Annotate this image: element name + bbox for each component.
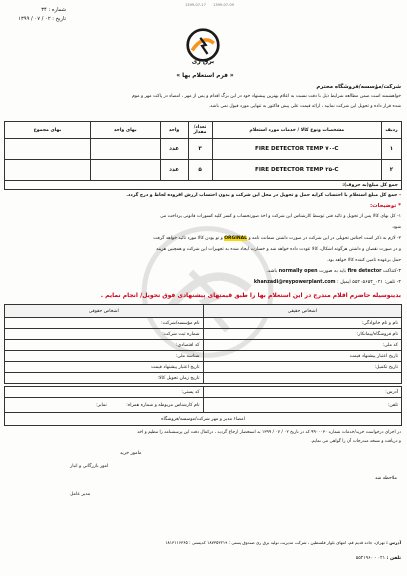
- item-spec: FIRE DETECTOR TEMP ۲۵-C: [212, 160, 382, 181]
- intro-line-2: شده قرار داده و تحویل این شرکت نمایید ، ارائه قیمت علی پیش فاکتور به تنهایی مورد قبول نمی باشد.: [208, 104, 401, 109]
- receipt-stamps: [185, 3, 240, 7]
- address-field[interactable]: آدرس:: [203, 387, 401, 398]
- legal-field[interactable]: نام مؤسسه/شرکت:: [5, 318, 204, 329]
- email-link[interactable]: khanzadi@reypowerplant.com: [253, 280, 336, 285]
- number-value: ۳۴: [41, 7, 47, 13]
- note-2a-pre: ۲- لازم به ذکر است اجناس تحویلی در این شرکت در صورت داشتن ضمانت نامه و: [248, 236, 401, 241]
- item-qty: ۵: [188, 160, 212, 181]
- row-number: ۱: [382, 139, 402, 160]
- footer-phone-number: ۰۲۱ - ۵۵۲۱۹۶۰: [355, 556, 386, 561]
- note-4: [254, 280, 401, 286]
- note-2c: حمل برعهده تامین کننده کالا خواهد بود.: [326, 258, 401, 263]
- note-3-term2: normally open: [278, 269, 318, 274]
- note-3-post: باشد.: [266, 269, 278, 274]
- legal-field[interactable]: شماره ثبت شرکت:: [5, 329, 204, 340]
- legal-field[interactable]: تاریخ زمان تحویل کالا:: [5, 373, 204, 384]
- item-total[interactable]: [5, 139, 91, 160]
- row-number: ۲: [382, 160, 402, 181]
- note-1b: شود.: [391, 225, 401, 230]
- note-3-pre: ۳-کنتاکت: [383, 269, 401, 274]
- company-name: برق ری: [191, 58, 215, 65]
- stamp-date-1: 1399-07-17: [185, 3, 206, 7]
- sum-row: [5, 181, 402, 190]
- real-persons-header: اشخاص حقیقی: [203, 305, 402, 318]
- items-table: [4, 121, 402, 190]
- item-unit: عدد: [160, 160, 188, 181]
- urgent-statement: بدینوسیله حاضرم اقلام مندرج در این استعلام بها را طبق قیمتهای پیشنهادی فوق تحویل/ انجام نمایم .: [100, 292, 401, 299]
- original-highlight: ORGINAL: [224, 236, 248, 241]
- real-field[interactable]: نام و نام خانوادگی:: [203, 318, 402, 329]
- col-qty: تعداد/ مقدار: [188, 122, 212, 139]
- legal-persons-header: اشخاص حقوقی: [5, 305, 204, 318]
- notes-title: * توضیحات:: [370, 203, 401, 209]
- legal-field[interactable]: شناسه ملی:: [5, 351, 204, 362]
- date-label: تاریخ :: [52, 16, 66, 22]
- footer-address-label: آدرس :: [386, 540, 401, 545]
- ceo-signature: مدیر عامل: [70, 492, 91, 497]
- table-row: [5, 139, 402, 160]
- signature-field[interactable]: امضاء مدیر و مهر شرکت/موسسه/فروشگاه: [5, 413, 402, 426]
- observed-signature: ملاحظه شد: [375, 476, 397, 481]
- note-1a: ۱- کل بهای کالا پس از تحویل و تائید فنی توسط کارشناس این شرکت و اخذ صورتحساب و کسر کلیه کسورات قانونی پرداخت می: [160, 214, 401, 219]
- footer-address-text: تهران، جاده قدیم قم، انتهای بلوار فلسطین ، شرکت مدیریت تولید برق ری صندوق پستی : ۱۸۷۳۵۳۲۱۹ کدپستی : ۱۸۱۳۱۱۶۳۶۵: [165, 540, 385, 545]
- real-field[interactable]: کد ملی:: [203, 340, 402, 351]
- terms-line-1: - جمع کل مبلغ استعلام با احتساب کرایه حمل و تحویل در محل این شرکت و بدون احتساب ارزش افزوده لحاظ و درج گردد.: [126, 193, 401, 198]
- legal-field[interactable]: تاریخ اعتبار پیشنهاد قیمت: [5, 362, 204, 373]
- document-number-box: [4, 6, 66, 24]
- col-unit: واحد: [160, 122, 188, 139]
- note-2a-post: و نو بودن کالا مورد تائید خواهد گرفت: [153, 236, 223, 241]
- note-3-mid: باید به صورت: [319, 269, 347, 274]
- legal-field[interactable]: کد اقتصادی:: [5, 340, 204, 351]
- contact-table: [4, 386, 402, 426]
- note-2a: [153, 236, 401, 242]
- note-4-phone: ۴- تلفن: ۰۲۱_۵۵۲۰۵۶۵۴: [352, 280, 401, 285]
- item-unit: عدد: [160, 139, 188, 160]
- real-field[interactable]: تاریخ اعتبار پیشنهاد قیمت: [203, 351, 402, 362]
- real-field[interactable]: تاریخ تکمیل:: [203, 362, 402, 373]
- footer-address: [165, 540, 401, 546]
- note-2b: و در صورت نقصان و داشتن هرگونه اشکال، کالا عودت داده خواهد شد و خسارت ایجاد شده به تجهیزات این شرکت و همچنین هزینه: [156, 247, 401, 252]
- col-unit-price: بهای واحد: [90, 122, 160, 139]
- intro-line-1: خواهشمند است ضمن مطالعه شرایط ذیل با دقت نسبت به اعلام بهترین پیشنهاد خود در این برگ اقدام و پس از مهر ، امضاء در پاکت مهر و موم: [132, 94, 401, 99]
- email-label: ایمیل :: [337, 280, 351, 285]
- fax-label: نمابر:: [96, 402, 107, 408]
- phone-field[interactable]: تلفن:: [203, 398, 401, 413]
- col-row: ردیف: [382, 122, 402, 139]
- note-3: [266, 269, 401, 275]
- footer-phone: [356, 556, 401, 562]
- stamp-date-2: 1399-07-09: [213, 3, 234, 7]
- greeting: شرکت/مؤسسه/فروشگاه محترم: [316, 84, 401, 90]
- declaration-line-1: در اجرای درخواست خرید/خدمات شماره ۹۹۰۰۰۳۰ که در تاریخ ۰۲ / ۰۷ / ۱۳۹۹ به استحضار ارجاع گردید ، درکمال دقت این پرسشنامه را تنظیم و اخذ: [137, 430, 401, 435]
- col-total: بهای مجموع: [5, 122, 91, 139]
- number-label: شماره :: [48, 7, 66, 13]
- item-spec: FIRE DETECTOR TEMP ۷۰-C: [212, 139, 382, 160]
- buyer-signature: مامور خرید: [120, 451, 142, 456]
- table-row: [5, 160, 402, 181]
- item-unit-price[interactable]: [90, 160, 160, 181]
- item-total[interactable]: [5, 160, 91, 181]
- contact-label: نام کارشناس مربوطه و شماره همراه:: [126, 402, 200, 408]
- item-unit-price[interactable]: [90, 139, 160, 160]
- real-field[interactable]: نام فروشگاه/پیمانکار:: [203, 329, 402, 340]
- col-spec: مشخصات ونوع کالا / خدمات مورد استعلام: [212, 122, 382, 139]
- items-header-row: [5, 122, 402, 139]
- footer-phone-label: تلفن :: [386, 556, 401, 561]
- form-title: « فرم استعلام بها »: [176, 73, 234, 79]
- sum-label[interactable]: جمع کل مبلغ(به حروف):: [5, 181, 402, 190]
- contact-person-field[interactable]: [5, 398, 204, 413]
- declaration-line-2: و دریافت و نسخه مندرجات آن را گواهی می نمایم.: [310, 439, 401, 444]
- vendor-info-table: [4, 304, 402, 384]
- date-value: ۰۲ / ۰۷ / ۱۳۹۹: [18, 16, 51, 22]
- item-qty: ۳: [188, 139, 212, 160]
- note-3-term1: fire detector: [347, 269, 382, 274]
- commerce-signature: امور بازرگانی و انبار: [70, 464, 109, 469]
- real-field[interactable]: [203, 373, 402, 384]
- postal-field[interactable]: کد پستی:: [5, 387, 204, 398]
